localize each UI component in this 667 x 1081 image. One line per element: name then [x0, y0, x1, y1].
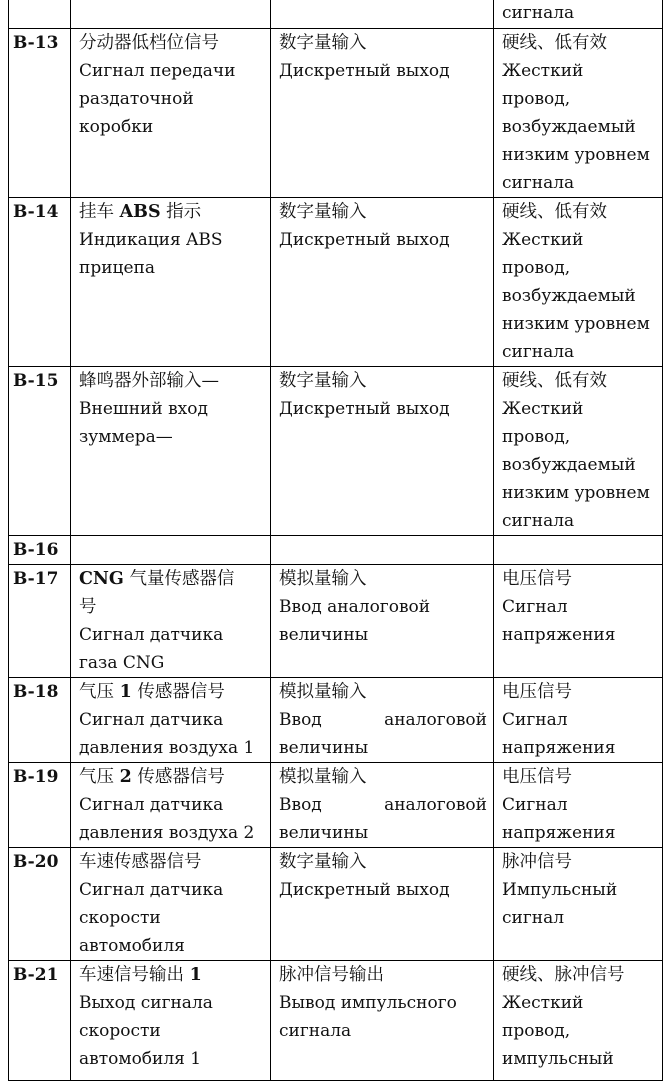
signal-mode-line: Сигнал [502, 597, 568, 617]
table-row [9, 848, 663, 961]
table-row [9, 961, 663, 1081]
signal-type-word: Ввод [279, 710, 322, 730]
signal-type-line: Дискретный выход [279, 399, 450, 419]
signal-mode-cell [494, 536, 663, 565]
signal-type-word: аналоговой [384, 795, 487, 815]
pin-id-cell: B-17 [9, 565, 71, 678]
signal-mode-line: Импульсный [502, 880, 618, 900]
signal-mode-line: сигнал [502, 908, 565, 928]
signal-name-cell [71, 367, 271, 536]
signal-type-cell [271, 29, 494, 198]
pin-id-cell: B-16 [9, 536, 71, 565]
table-row [9, 536, 663, 565]
signal-name-cn [79, 198, 264, 226]
signal-mode-line: Жесткий [502, 61, 584, 81]
signal-type-line: 脉冲信号输出 [279, 965, 384, 985]
signal-type-cell [271, 0, 494, 29]
signal-name-part: 1 [119, 682, 132, 702]
signal-type-justified-line [279, 706, 487, 734]
signal-name-line: автомобиля [79, 936, 185, 956]
signal-mode-line: низким уровнем [502, 145, 650, 165]
signal-name-line: 分动器低档位信号 [79, 33, 219, 53]
signal-type-line: 模拟量输入 [279, 569, 367, 589]
signal-type-line: величины [279, 625, 369, 645]
signal-mode-line: провод, [502, 89, 571, 109]
signal-type-cell [271, 961, 494, 1081]
signal-type-word: Ввод [279, 795, 322, 815]
table-row [9, 678, 663, 763]
signal-type-line: Ввод аналоговой [279, 597, 431, 617]
signal-type-cell [271, 367, 494, 536]
signal-mode-line: импульсный [502, 1049, 614, 1069]
table-row [9, 367, 663, 536]
signal-mode-line: сигнала [502, 511, 575, 531]
signal-mode-line: Сигнал [502, 795, 568, 815]
pin-id-cell: B-14 [9, 198, 71, 367]
signal-name-line: Сигнал передачи [79, 61, 236, 81]
signal-table [8, 0, 663, 1081]
signal-mode-line: напряжения [502, 738, 616, 758]
signal-name-line: Сигнал датчика [79, 710, 224, 730]
signal-name-cell [71, 536, 271, 565]
signal-mode-line: низким уровнем [502, 483, 650, 503]
signal-mode-cell [494, 367, 663, 536]
signal-type-line: сигнала [279, 1021, 352, 1041]
signal-mode-line: возбуждаемый [502, 117, 636, 137]
signal-name-line: давления воздуха 2 [79, 823, 255, 843]
signal-name-line: 蜂鸣器外部输入— [79, 371, 219, 391]
signal-mode-cell [494, 848, 663, 961]
signal-type-line: Дискретный выход [279, 880, 450, 900]
signal-name-part: 车速信号输出 [79, 965, 190, 985]
signal-type-line: 数字量输入 [279, 33, 367, 53]
signal-name-part: CNG [79, 569, 124, 589]
signal-mode-line: 硬线、脉冲信号 [502, 965, 625, 985]
signal-mode-cell [494, 763, 663, 848]
signal-name-line: давления воздуха 1 [79, 738, 255, 758]
signal-name-cell [71, 961, 271, 1081]
signal-name-line: газа CNG [79, 653, 165, 673]
signal-name-line: Внешний вход [79, 399, 208, 419]
table-row [9, 763, 663, 848]
signal-name-cn [79, 961, 264, 989]
pin-id-cell: B-21 [9, 961, 71, 1081]
signal-type-word: аналоговой [384, 710, 487, 730]
signal-table-body [9, 0, 663, 1081]
signal-type-line: Дискретный выход [279, 61, 450, 81]
signal-name-cn [79, 678, 264, 706]
signal-mode-line: напряжения [502, 823, 616, 843]
signal-name-cell [71, 565, 271, 678]
signal-name-line: Сигнал датчика [79, 625, 224, 645]
signal-mode-line: Жесткий [502, 993, 584, 1013]
signal-name-line: 车速传感器信号 [79, 852, 202, 872]
pin-id-cell: B-15 [9, 367, 71, 536]
signal-type-cell [271, 565, 494, 678]
signal-mode-line: провод, [502, 427, 571, 447]
signal-type-line: 数字量输入 [279, 371, 367, 391]
signal-type-cell [271, 536, 494, 565]
signal-mode-cell [494, 678, 663, 763]
signal-name-line: автомобиля 1 [79, 1049, 202, 1069]
signal-mode-line: Жесткий [502, 399, 584, 419]
table-row [9, 565, 663, 678]
table-row [9, 29, 663, 198]
signal-type-justified-line [279, 791, 487, 819]
signal-name-part: 气压 [79, 682, 120, 702]
signal-name-line: коробки [79, 117, 154, 137]
signal-type-line: 数字量输入 [279, 852, 367, 872]
signal-type-line: величины [279, 823, 369, 843]
signal-name-cell [71, 763, 271, 848]
signal-name-line: Индикация ABS [79, 230, 223, 250]
signal-name-line: раздаточной [79, 89, 194, 109]
signal-type-line: 数字量输入 [279, 202, 367, 222]
signal-name-line: Сигнал датчика [79, 880, 224, 900]
signal-type-cell [271, 763, 494, 848]
signal-type-cell [271, 848, 494, 961]
signal-type-cell [271, 678, 494, 763]
signal-type-line: 模拟量输入 [279, 682, 367, 702]
signal-mode-line: сигнала [502, 3, 575, 23]
signal-mode-line: 硬线、低有效 [502, 202, 607, 222]
signal-mode-line: 电压信号 [502, 682, 572, 702]
signal-mode-line: 电压信号 [502, 569, 572, 589]
table-row [9, 198, 663, 367]
signal-mode-line: провод, [502, 1021, 571, 1041]
signal-type-cell [271, 198, 494, 367]
signal-mode-line: возбуждаемый [502, 455, 636, 475]
signal-mode-line: 电压信号 [502, 767, 572, 787]
table-row [9, 0, 663, 29]
signal-name-line: скорости [79, 1021, 161, 1041]
signal-name-part: ABS [119, 202, 161, 222]
signal-mode-cell [494, 0, 663, 29]
signal-mode-line: возбуждаемый [502, 286, 636, 306]
signal-mode-line: 硬线、低有效 [502, 371, 607, 391]
signal-mode-line: Жесткий [502, 230, 584, 250]
signal-name-cn [79, 763, 264, 791]
signal-mode-line: сигнала [502, 173, 575, 193]
signal-mode-cell [494, 565, 663, 678]
signal-mode-line: провод, [502, 258, 571, 278]
pin-id-cell [9, 0, 71, 29]
signal-mode-line: напряжения [502, 625, 616, 645]
signal-name-part: 气量传感器信 [123, 569, 235, 589]
signal-name-line: Выход сигнала [79, 993, 213, 1013]
signal-name-cell [71, 198, 271, 367]
signal-name-line: скорости [79, 908, 161, 928]
signal-mode-cell [494, 29, 663, 198]
pin-id-cell: B-18 [9, 678, 71, 763]
signal-mode-line: низким уровнем [502, 314, 650, 334]
pin-id-cell: B-19 [9, 763, 71, 848]
signal-name-part: 2 [119, 767, 132, 787]
signal-name-cell [71, 678, 271, 763]
signal-mode-line: сигнала [502, 342, 575, 362]
pin-id-cell: B-13 [9, 29, 71, 198]
signal-name-part: 指示 [160, 202, 202, 222]
signal-type-line: Дискретный выход [279, 230, 450, 250]
signal-name-part: 气压 [79, 767, 120, 787]
signal-mode-cell [494, 198, 663, 367]
signal-type-line: 模拟量输入 [279, 767, 367, 787]
signal-name-cell [71, 29, 271, 198]
signal-name-line: прицепа [79, 258, 156, 278]
signal-type-line: величины [279, 738, 369, 758]
signal-mode-line: Сигнал [502, 710, 568, 730]
signal-name-part: 挂车 [79, 202, 120, 222]
signal-name-part: 传感器信号 [131, 767, 225, 787]
signal-name-cn [79, 565, 264, 593]
signal-name-cell [71, 0, 271, 29]
signal-name-line: 号 [79, 597, 97, 617]
signal-name-part: 传感器信号 [131, 682, 225, 702]
signal-mode-cell [494, 961, 663, 1081]
signal-mode-line: 脉冲信号 [502, 852, 572, 872]
signal-name-cell [71, 848, 271, 961]
signal-name-line: Сигнал датчика [79, 795, 224, 815]
pin-id-cell: B-20 [9, 848, 71, 961]
signal-type-line: Вывод импульсного [279, 993, 457, 1013]
signal-mode-line: 硬线、低有效 [502, 33, 607, 53]
signal-name-part: 1 [189, 965, 202, 985]
signal-name-line: зуммера— [79, 427, 173, 447]
